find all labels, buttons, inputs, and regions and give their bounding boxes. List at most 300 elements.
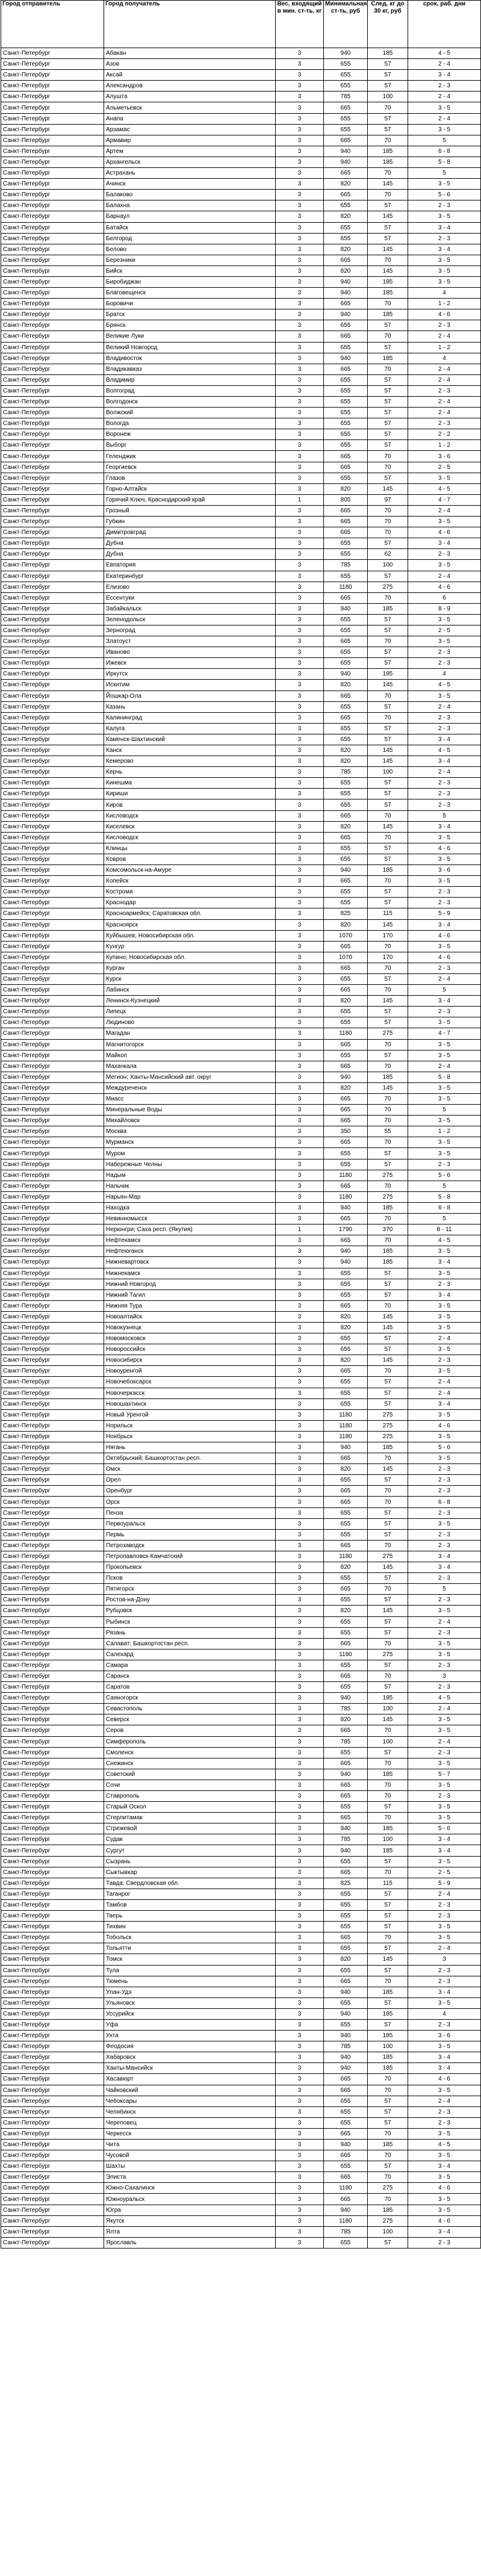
recipient-city-cell: Пятигорск	[104, 1584, 276, 1595]
delivery-days-cell: 4 - 5	[408, 48, 481, 59]
table-row	[1, 102, 481, 113]
table-row	[1, 2172, 481, 2183]
weight-cell: 3	[276, 1943, 324, 1954]
weight-cell: 3	[276, 1747, 324, 1758]
delivery-days-cell: 3 - 5	[408, 614, 481, 625]
min-cost-cell: 665	[324, 331, 368, 342]
next-kg-cost-cell: 115	[368, 1878, 408, 1889]
weight-cell: 3	[276, 1736, 324, 1747]
min-cost-cell: 655	[324, 1475, 368, 1486]
sender-city-cell: Санкт-Петербург	[1, 2161, 104, 2172]
next-kg-cost-cell: 70	[368, 2194, 408, 2205]
sender-city-cell: Санкт-Петербург	[1, 952, 104, 963]
min-cost-cell: 655	[324, 1856, 368, 1867]
sender-city-cell: Санкт-Петербург	[1, 1823, 104, 1834]
next-kg-cost-cell: 170	[368, 930, 408, 941]
next-kg-cost-cell: 275	[368, 1191, 408, 1202]
table-row	[1, 1943, 481, 1954]
next-kg-cost-cell: 70	[368, 1105, 408, 1116]
table-body	[1, 48, 481, 2249]
sender-city-cell: Санкт-Петербург	[1, 2085, 104, 2096]
next-kg-cost-cell: 185	[368, 1202, 408, 1213]
table-row	[1, 146, 481, 157]
next-kg-cost-cell: 70	[368, 517, 408, 527]
next-kg-cost-cell: 57	[368, 1007, 408, 1017]
delivery-days-cell: 3 - 5	[408, 1780, 481, 1790]
sender-city-cell: Санкт-Петербург	[1, 1965, 104, 1976]
weight-cell: 3	[276, 364, 324, 374]
table-row	[1, 691, 481, 701]
next-kg-cost-cell: 57	[368, 1911, 408, 1922]
min-cost-cell: 655	[324, 1802, 368, 1813]
table-row	[1, 2096, 481, 2106]
table-row	[1, 429, 481, 440]
delivery-days-cell: 5 - 8	[408, 1072, 481, 1082]
recipient-city-cell: Липецк	[104, 1007, 276, 1017]
sender-city-cell: Санкт-Петербург	[1, 1235, 104, 1246]
table-row	[1, 1497, 481, 1507]
sender-city-cell: Санкт-Петербург	[1, 973, 104, 984]
table-row	[1, 821, 481, 832]
next-kg-cost-cell: 57	[368, 1529, 408, 1540]
sender-city-cell: Санкт-Петербург	[1, 190, 104, 200]
next-kg-cost-cell: 70	[368, 2150, 408, 2161]
recipient-city-cell: Дубна	[104, 538, 276, 549]
min-cost-cell: 665	[324, 255, 368, 265]
min-cost-cell: 940	[324, 603, 368, 614]
next-kg-cost-cell: 70	[368, 963, 408, 973]
weight-cell: 3	[276, 113, 324, 124]
min-cost-cell: 820	[324, 483, 368, 494]
min-cost-cell: 1180	[324, 1431, 368, 1442]
min-cost-cell: 820	[324, 1311, 368, 1322]
next-kg-cost-cell: 185	[368, 2008, 408, 2019]
recipient-city-cell: Нижний Тагил	[104, 1290, 276, 1300]
table-row	[1, 1867, 481, 1878]
min-cost-cell: 1180	[324, 2183, 368, 2194]
delivery-days-cell: 2 - 3	[408, 723, 481, 734]
delivery-days-cell: 2 - 4	[408, 1388, 481, 1398]
next-kg-cost-cell: 70	[368, 1671, 408, 1681]
min-cost-cell: 655	[324, 1159, 368, 1170]
table-row	[1, 48, 481, 59]
table-row	[1, 2074, 481, 2085]
table-row	[1, 571, 481, 582]
table-row	[1, 353, 481, 364]
min-cost-cell: 655	[324, 1398, 368, 1409]
table-row	[1, 1997, 481, 2008]
min-cost-cell: 820	[324, 1715, 368, 1725]
recipient-city-cell: Новоалтайск	[104, 1311, 276, 1322]
table-row	[1, 887, 481, 898]
sender-city-cell: Санкт-Петербург	[1, 691, 104, 701]
next-kg-cost-cell: 70	[368, 135, 408, 146]
weight-cell: 3	[276, 669, 324, 680]
recipient-city-cell: Ноябрьск	[104, 1431, 276, 1442]
table-row	[1, 767, 481, 778]
next-kg-cost-cell: 70	[368, 2085, 408, 2096]
delivery-days-cell: 4 - 6	[408, 952, 481, 963]
weight-cell: 3	[276, 451, 324, 462]
table-row	[1, 2226, 481, 2237]
table-row	[1, 1507, 481, 1518]
next-kg-cost-cell: 70	[368, 505, 408, 516]
next-kg-cost-cell: 70	[368, 451, 408, 462]
recipient-city-cell: Омск	[104, 1464, 276, 1475]
recipient-city-cell: Южноуральск	[104, 2194, 276, 2205]
sender-city-cell: Санкт-Петербург	[1, 1551, 104, 1562]
sender-city-cell: Санкт-Петербург	[1, 789, 104, 799]
weight-cell: 3	[276, 1116, 324, 1126]
min-cost-cell: 665	[324, 2128, 368, 2139]
delivery-days-cell: 6	[408, 592, 481, 603]
next-kg-cost-cell: 57	[368, 1595, 408, 1606]
min-cost-cell: 665	[324, 190, 368, 200]
table-row	[1, 1344, 481, 1355]
recipient-city-cell: Рыбинск	[104, 1616, 276, 1627]
min-cost-cell: 785	[324, 560, 368, 571]
delivery-days-cell: 3 - 5	[408, 517, 481, 527]
weight-cell: 3	[276, 1300, 324, 1311]
sender-city-cell: Санкт-Петербург	[1, 1834, 104, 1845]
next-kg-cost-cell: 70	[368, 1813, 408, 1823]
weight-cell: 3	[276, 1257, 324, 1268]
next-kg-cost-cell: 97	[368, 494, 408, 505]
delivery-days-cell: 8 - 9	[408, 603, 481, 614]
weight-cell: 3	[276, 1845, 324, 1856]
weight-cell: 3	[276, 908, 324, 919]
sender-city-cell: Санкт-Петербург	[1, 92, 104, 102]
weight-cell: 1	[276, 494, 324, 505]
min-cost-cell: 665	[324, 517, 368, 527]
weight-cell: 3	[276, 135, 324, 146]
min-cost-cell: 940	[324, 1246, 368, 1257]
delivery-days-cell: 3 - 4	[408, 538, 481, 549]
table-row	[1, 1987, 481, 1997]
sender-city-cell: Санкт-Петербург	[1, 734, 104, 745]
weight-cell: 3	[276, 102, 324, 113]
sender-city-cell: Санкт-Петербург	[1, 320, 104, 331]
delivery-days-cell: 2 - 3	[408, 1976, 481, 1987]
next-kg-cost-cell: 57	[368, 113, 408, 124]
recipient-city-cell: Барнаул	[104, 211, 276, 222]
recipient-city-cell: Набережные Челны	[104, 1159, 276, 1170]
weight-cell: 3	[276, 1311, 324, 1322]
delivery-days-cell: 2 - 4	[408, 364, 481, 374]
weight-cell: 3	[276, 2085, 324, 2096]
header-recipient-city: Город получатель	[104, 1, 276, 48]
sender-city-cell: Санкт-Петербург	[1, 1409, 104, 1420]
table-row	[1, 1638, 481, 1649]
table-row	[1, 299, 481, 309]
next-kg-cost-cell: 57	[368, 59, 408, 70]
delivery-days-cell: 2 - 4	[408, 331, 481, 342]
delivery-days-cell: 3 - 5	[408, 1137, 481, 1148]
table-row	[1, 59, 481, 70]
weight-cell: 3	[276, 1105, 324, 1116]
table-row	[1, 625, 481, 636]
min-cost-cell: 940	[324, 2008, 368, 2019]
table-row	[1, 996, 481, 1007]
table-row	[1, 1922, 481, 1932]
recipient-city-cell: Златоуст	[104, 636, 276, 647]
table-row	[1, 331, 481, 342]
next-kg-cost-cell: 100	[368, 92, 408, 102]
delivery-days-cell: 3 - 4	[408, 244, 481, 255]
sender-city-cell: Санкт-Петербург	[1, 1769, 104, 1780]
min-cost-cell: 665	[324, 1671, 368, 1681]
delivery-days-cell: 4 - 6	[408, 2074, 481, 2085]
table-row	[1, 2150, 481, 2161]
recipient-city-cell: Нальчик	[104, 1181, 276, 1191]
delivery-days-cell: 4 - 7	[408, 1028, 481, 1039]
min-cost-cell: 820	[324, 1355, 368, 1366]
delivery-days-cell: 4 - 5	[408, 1693, 481, 1704]
sender-city-cell: Санкт-Петербург	[1, 2215, 104, 2226]
sender-city-cell: Санкт-Петербург	[1, 374, 104, 385]
min-cost-cell: 655	[324, 1279, 368, 1290]
min-cost-cell: 655	[324, 342, 368, 353]
table-row	[1, 276, 481, 287]
next-kg-cost-cell: 100	[368, 560, 408, 571]
recipient-city-cell: Саяногорск	[104, 1693, 276, 1704]
delivery-days-cell: 3 - 5	[408, 1922, 481, 1932]
sender-city-cell: Санкт-Петербург	[1, 1170, 104, 1181]
delivery-days-cell: 5 - 7	[408, 1769, 481, 1780]
table-row	[1, 1007, 481, 1017]
recipient-city-cell: Ульяновск	[104, 1997, 276, 2008]
next-kg-cost-cell: 145	[368, 1464, 408, 1475]
table-row	[1, 1159, 481, 1170]
weight-cell: 3	[276, 625, 324, 636]
delivery-days-cell: 1 - 2	[408, 299, 481, 309]
delivery-days-cell: 1 - 2	[408, 1126, 481, 1137]
delivery-days-cell: 2 - 3	[408, 778, 481, 789]
table-row	[1, 1170, 481, 1181]
next-kg-cost-cell: 70	[368, 2074, 408, 2085]
recipient-city-cell: Хабаровск	[104, 2052, 276, 2063]
weight-cell: 3	[276, 1202, 324, 1213]
min-cost-cell: 655	[324, 2096, 368, 2106]
table-row	[1, 1475, 481, 1486]
recipient-city-cell: Нижняя Тура	[104, 1300, 276, 1311]
min-cost-cell: 785	[324, 2041, 368, 2052]
weight-cell: 3	[276, 418, 324, 429]
next-kg-cost-cell: 185	[368, 2031, 408, 2041]
next-kg-cost-cell: 57	[368, 1997, 408, 2008]
weight-cell: 3	[276, 2161, 324, 2172]
weight-cell: 3	[276, 603, 324, 614]
sender-city-cell: Санкт-Петербург	[1, 1344, 104, 1355]
delivery-days-cell: 3 - 4	[408, 821, 481, 832]
next-kg-cost-cell: 57	[368, 658, 408, 669]
weight-cell: 3	[276, 2226, 324, 2237]
recipient-city-cell: Батайск	[104, 222, 276, 233]
weight-cell: 3	[276, 408, 324, 418]
delivery-days-cell: 3 - 5	[408, 1148, 481, 1159]
delivery-days-cell: 2 - 3	[408, 887, 481, 898]
delivery-days-cell: 3 - 5	[408, 1246, 481, 1257]
sender-city-cell: Санкт-Петербург	[1, 1126, 104, 1137]
min-cost-cell: 820	[324, 179, 368, 190]
sender-city-cell: Санкт-Петербург	[1, 1333, 104, 1344]
delivery-days-cell: 2 - 3	[408, 1660, 481, 1671]
delivery-days-cell: 3 - 5	[408, 473, 481, 483]
table-row	[1, 374, 481, 385]
recipient-city-cell: Лабинск	[104, 985, 276, 996]
recipient-city-cell: Пермь	[104, 1529, 276, 1540]
min-cost-cell: 940	[324, 1202, 368, 1213]
weight-cell: 3	[276, 483, 324, 494]
next-kg-cost-cell: 57	[368, 898, 408, 908]
sender-city-cell: Санкт-Петербург	[1, 1279, 104, 1290]
weight-cell: 3	[276, 614, 324, 625]
delivery-days-cell: 2 - 3	[408, 1007, 481, 1017]
sender-city-cell: Санкт-Петербург	[1, 244, 104, 255]
weight-cell: 3	[276, 1082, 324, 1093]
weight-cell: 3	[276, 320, 324, 331]
min-cost-cell: 655	[324, 1377, 368, 1388]
min-cost-cell: 655	[324, 233, 368, 244]
weight-cell: 1	[276, 1224, 324, 1235]
delivery-days-cell: 3 - 5	[408, 211, 481, 222]
min-cost-cell: 825	[324, 908, 368, 919]
next-kg-cost-cell: 57	[368, 200, 408, 211]
delivery-days-cell: 3 - 6	[408, 865, 481, 876]
delivery-days-cell: 3 - 4	[408, 1987, 481, 1997]
weight-cell: 3	[276, 1377, 324, 1388]
weight-cell: 3	[276, 712, 324, 723]
weight-cell: 3	[276, 1464, 324, 1475]
min-cost-cell: 940	[324, 2052, 368, 2063]
table-row	[1, 342, 481, 353]
sender-city-cell: Санкт-Петербург	[1, 985, 104, 996]
delivery-days-cell: 4	[408, 288, 481, 299]
delivery-days-cell: 2 - 4	[408, 1616, 481, 1627]
sender-city-cell: Санкт-Петербург	[1, 647, 104, 658]
table-row	[1, 309, 481, 320]
min-cost-cell: 940	[324, 309, 368, 320]
min-cost-cell: 655	[324, 320, 368, 331]
weight-cell: 3	[276, 571, 324, 582]
next-kg-cost-cell: 70	[368, 299, 408, 309]
recipient-city-cell: Якутск	[104, 2215, 276, 2226]
table-row	[1, 440, 481, 451]
sender-city-cell: Санкт-Петербург	[1, 1616, 104, 1627]
min-cost-cell: 655	[324, 2161, 368, 2172]
min-cost-cell: 655	[324, 59, 368, 70]
min-cost-cell: 940	[324, 146, 368, 157]
weight-cell: 3	[276, 1562, 324, 1573]
recipient-city-cell: Великий Новгород	[104, 342, 276, 353]
delivery-days-cell: 5	[408, 1214, 481, 1224]
recipient-city-cell: Грозный	[104, 505, 276, 516]
header-weight: Вес, входящий в мин. ст-ть, кг	[276, 1, 324, 48]
delivery-days-cell: 3 - 5	[408, 179, 481, 190]
delivery-days-cell: 3 - 4	[408, 2052, 481, 2063]
sender-city-cell: Санкт-Петербург	[1, 1105, 104, 1116]
recipient-city-cell: Тамбов	[104, 1899, 276, 1910]
delivery-days-cell: 5	[408, 1584, 481, 1595]
min-cost-cell: 655	[324, 898, 368, 908]
delivery-days-cell: 2 - 3	[408, 1464, 481, 1475]
table-row	[1, 1214, 481, 1224]
table-row	[1, 1802, 481, 1813]
delivery-days-cell: 2 - 3	[408, 320, 481, 331]
delivery-days-cell: 2 - 3	[408, 2019, 481, 2030]
recipient-city-cell: Кириши	[104, 789, 276, 799]
weight-cell: 3	[276, 1409, 324, 1420]
table-row	[1, 1486, 481, 1497]
delivery-days-cell: 3 - 4	[408, 1290, 481, 1300]
next-kg-cost-cell: 57	[368, 1159, 408, 1170]
weight-cell: 3	[276, 2052, 324, 2063]
next-kg-cost-cell: 185	[368, 276, 408, 287]
sender-city-cell: Санкт-Петербург	[1, 1802, 104, 1813]
recipient-city-cell: Новороссийск	[104, 1344, 276, 1355]
recipient-city-cell: Норильск	[104, 1420, 276, 1431]
min-cost-cell: 655	[324, 200, 368, 211]
delivery-days-cell: 4 - 6	[408, 1420, 481, 1431]
next-kg-cost-cell: 185	[368, 288, 408, 299]
next-kg-cost-cell: 70	[368, 1366, 408, 1377]
sender-city-cell: Санкт-Петербург	[1, 2183, 104, 2194]
recipient-city-cell: Салават; Башкортостан респ.	[104, 1638, 276, 1649]
next-kg-cost-cell: 70	[368, 1137, 408, 1148]
weight-cell: 3	[276, 81, 324, 92]
min-cost-cell: 665	[324, 1214, 368, 1224]
weight-cell: 3	[276, 941, 324, 952]
next-kg-cost-cell: 57	[368, 1889, 408, 1899]
weight-cell: 3	[276, 1290, 324, 1300]
sender-city-cell: Санкт-Петербург	[1, 592, 104, 603]
table-row	[1, 135, 481, 146]
weight-cell: 3	[276, 70, 324, 81]
min-cost-cell: 785	[324, 92, 368, 102]
delivery-days-cell: 3 - 5	[408, 1322, 481, 1333]
sender-city-cell: Санкт-Петербург	[1, 1388, 104, 1398]
recipient-city-cell: Севастополь	[104, 1704, 276, 1715]
min-cost-cell: 655	[324, 658, 368, 669]
delivery-days-cell: 5 - 6	[408, 190, 481, 200]
table-row	[1, 1300, 481, 1311]
delivery-days-cell: 3 - 5	[408, 1082, 481, 1093]
sender-city-cell: Санкт-Петербург	[1, 1693, 104, 1704]
delivery-days-cell: 2 - 3	[408, 1682, 481, 1693]
recipient-city-cell: Невинномысск	[104, 1214, 276, 1224]
weight-cell: 3	[276, 799, 324, 810]
sender-city-cell: Санкт-Петербург	[1, 1867, 104, 1878]
recipient-city-cell: Геленджик	[104, 451, 276, 462]
min-cost-cell: 665	[324, 1758, 368, 1769]
table-row	[1, 1965, 481, 1976]
min-cost-cell: 665	[324, 985, 368, 996]
delivery-days-cell: 4 - 6	[408, 309, 481, 320]
delivery-days-cell: 4 - 6	[408, 527, 481, 538]
table-row	[1, 451, 481, 462]
recipient-city-cell: Зерноград	[104, 625, 276, 636]
table-row	[1, 408, 481, 418]
sender-city-cell: Санкт-Петербург	[1, 1987, 104, 1997]
table-row	[1, 2063, 481, 2074]
delivery-days-cell: 3 - 4	[408, 2063, 481, 2074]
sender-city-cell: Санкт-Петербург	[1, 1595, 104, 1606]
recipient-city-cell: Магнитогорск	[104, 1039, 276, 1050]
delivery-days-cell: 2 - 3	[408, 1540, 481, 1551]
sender-city-cell: Санкт-Петербург	[1, 2106, 104, 2117]
min-cost-cell: 820	[324, 745, 368, 756]
sender-city-cell: Санкт-Петербург	[1, 418, 104, 429]
